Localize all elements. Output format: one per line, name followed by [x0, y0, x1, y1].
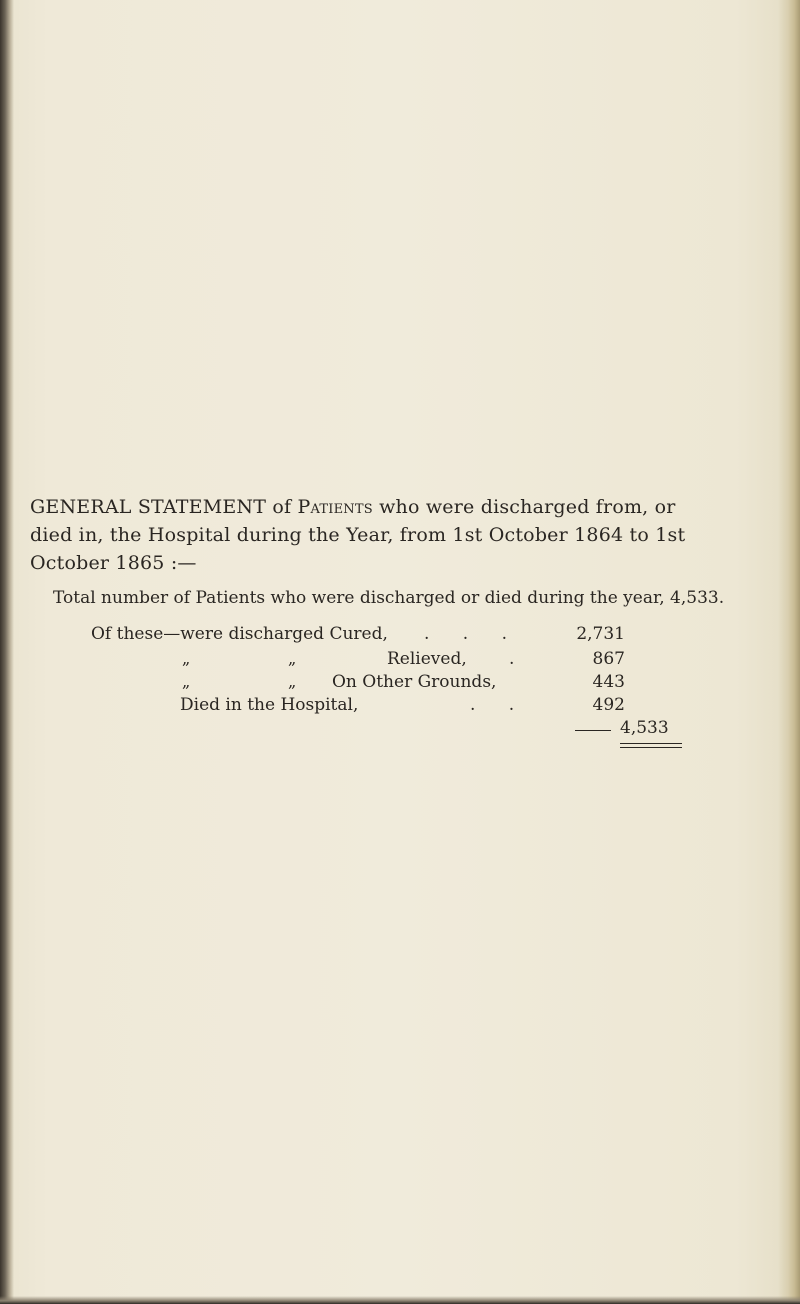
row-dots: . — [509, 649, 529, 669]
heading-of: of — [272, 496, 292, 518]
statement-heading — [30, 493, 760, 577]
heading-line-1 — [30, 493, 760, 521]
total-patients-line: Total number of Patients who were discharged or died during the year, 4,533. — [53, 588, 725, 608]
row-label: On Other Grounds, — [332, 672, 497, 692]
heading-line-3: October 1865 :— — [30, 552, 197, 574]
grand-total: 4,533 — [620, 718, 669, 738]
heading-line-1-rest: who were discharged from, or — [379, 496, 676, 518]
table-row — [0, 649, 800, 671]
ditto-mark: „ — [182, 649, 191, 668]
heading-title: GENERAL STATEMENT — [30, 496, 267, 518]
page-edge-bottom — [0, 1296, 800, 1304]
row-value: 443 — [592, 672, 625, 692]
grand-total-double-rule — [620, 743, 682, 748]
ditto-mark: „ — [288, 672, 297, 691]
row-value: 2,731 — [576, 624, 625, 644]
heading-line-2: died in, the Hospital during the Year, from 1st October 1864 to 1st — [30, 524, 686, 546]
row-value: 492 — [592, 695, 625, 715]
table-row — [0, 672, 800, 694]
row-label: Died in the Hospital, — [180, 695, 359, 715]
row-dots: . . . — [424, 624, 522, 644]
row-label: Relieved, — [387, 649, 467, 669]
row-label: Of these—were discharged Cured, — [91, 624, 388, 644]
sum-rule — [575, 730, 611, 731]
ditto-mark: „ — [288, 649, 297, 668]
table-row — [0, 695, 800, 717]
table-row — [0, 624, 800, 646]
row-value: 867 — [592, 649, 625, 669]
row-dots: . . — [470, 695, 529, 715]
ditto-mark: „ — [182, 672, 191, 691]
heading-patients: Patients — [297, 496, 373, 518]
